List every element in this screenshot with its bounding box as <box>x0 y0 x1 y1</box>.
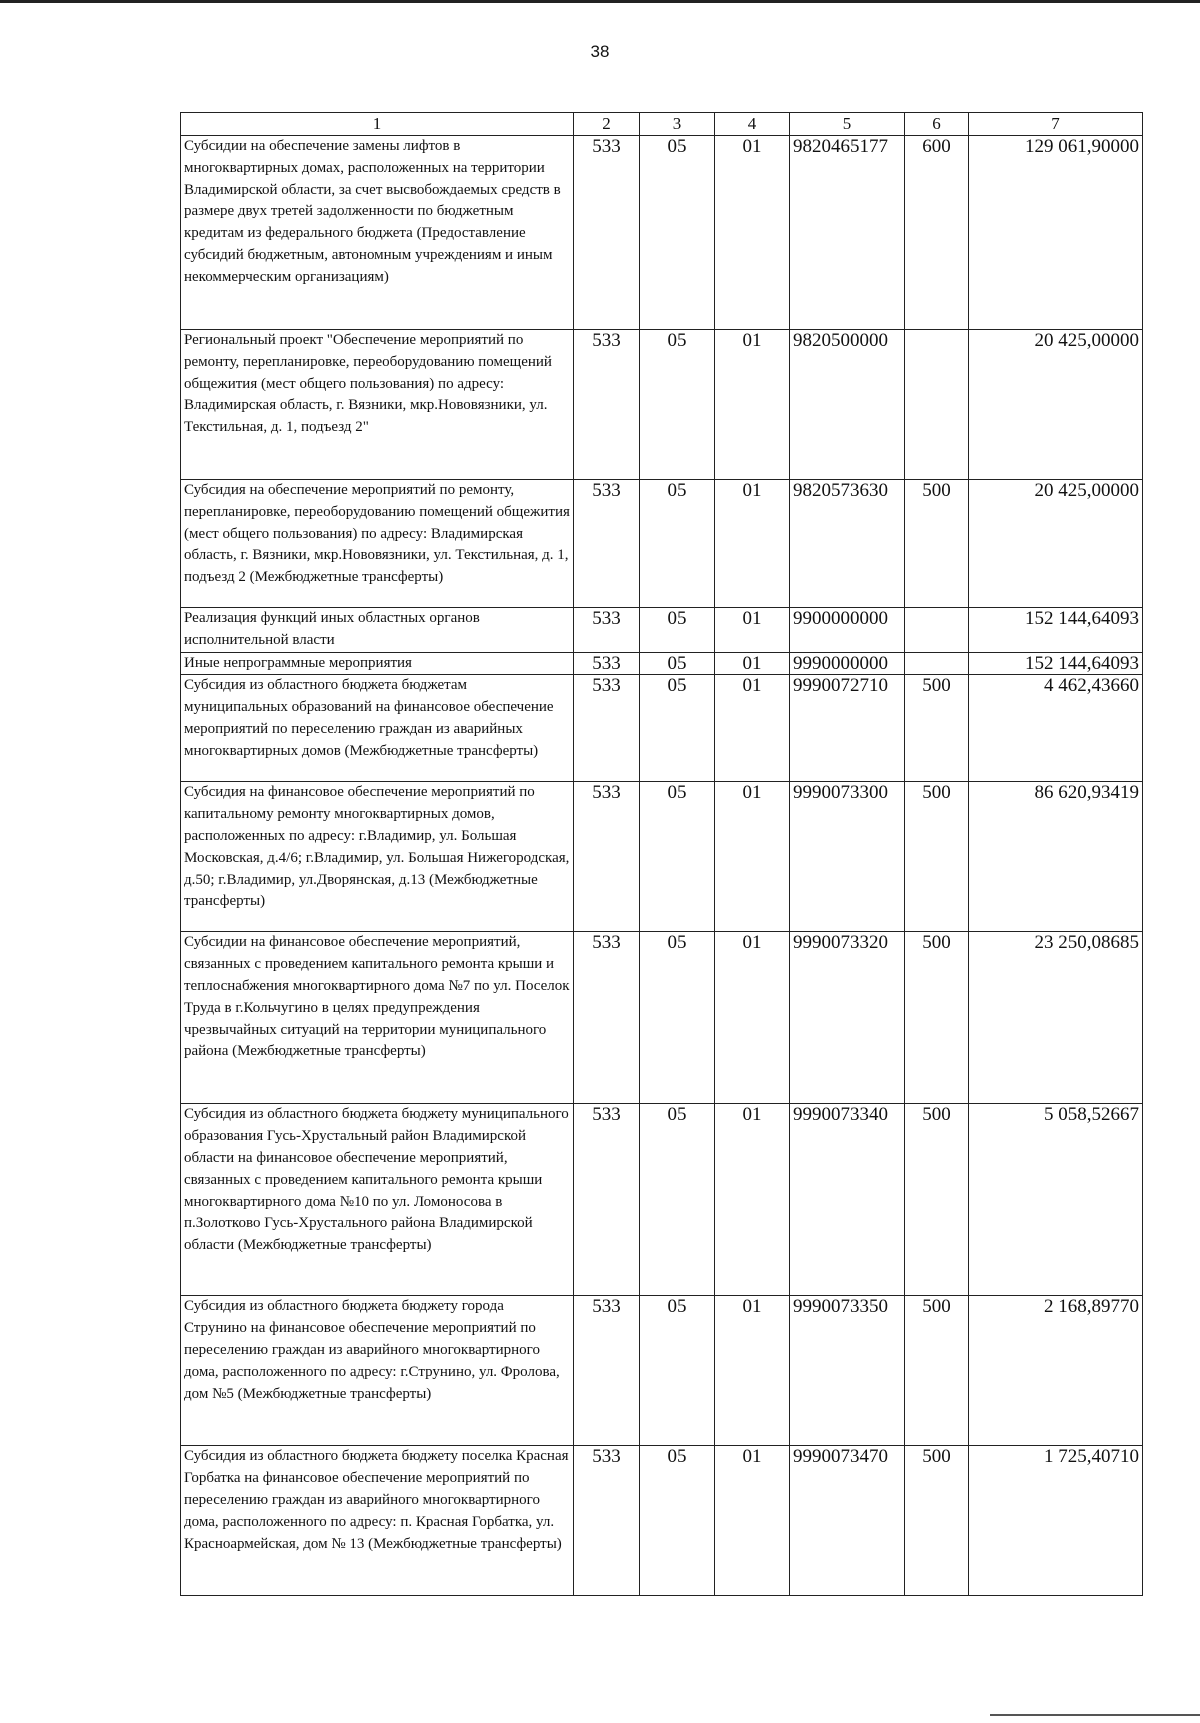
row-code-section: 05 <box>640 608 715 653</box>
row-code-subsection: 01 <box>715 136 790 330</box>
row-amount: 20 425,00000 <box>969 330 1143 480</box>
table-row <box>181 480 1143 608</box>
row-code-ministry: 533 <box>574 932 640 1104</box>
row-code-ministry: 533 <box>574 782 640 932</box>
row-code-target: 9900000000 <box>790 608 905 653</box>
row-code-section: 05 <box>640 480 715 608</box>
row-code-target: 9990073470 <box>790 1446 905 1596</box>
table-row <box>181 652 1143 675</box>
row-code-expense-type: 500 <box>905 480 969 608</box>
row-amount: 5 058,52667 <box>969 1104 1143 1296</box>
row-name: Субсидии на финансовое обеспечение мероприятий, связанных с проведением капитального ремонта крыши и теплоснабжения многоквартирного дома №7 по ул. Поселок Труда в г.Кольчугино в целях предупреждения чрезвычайных ситуаций на территории муниципального района (Межбюджетные трансферты) <box>181 932 574 1104</box>
row-amount: 129 061,90000 <box>969 136 1143 330</box>
row-code-subsection: 01 <box>715 1296 790 1446</box>
table-row <box>181 1104 1143 1296</box>
header-cell: 5 <box>790 113 905 136</box>
row-code-expense-type: 500 <box>905 1296 969 1446</box>
row-code-ministry: 533 <box>574 675 640 782</box>
row-code-section: 05 <box>640 1446 715 1596</box>
row-code-expense-type <box>905 652 969 675</box>
table-header-row <box>181 113 1143 136</box>
row-name: Региональный проект "Обеспечение мероприятий по ремонту, перепланировке, переоборудованию помещений общежития (мест общего пользования) по адресу: Владимирская область, г. Вязники, мкр.Нововязники, ул. Текстильная, д. 1, подъезд 2" <box>181 330 574 480</box>
row-code-target: 9990000000 <box>790 652 905 675</box>
row-code-section: 05 <box>640 652 715 675</box>
row-code-ministry: 533 <box>574 1296 640 1446</box>
row-code-target: 9990072710 <box>790 675 905 782</box>
row-code-ministry: 533 <box>574 1104 640 1296</box>
row-code-subsection: 01 <box>715 675 790 782</box>
row-code-subsection: 01 <box>715 608 790 653</box>
row-name: Субсидия из областного бюджета бюджету муниципального образования Гусь-Хрустальный район Владимирской области на финансовое обеспечение мероприятий, связанных с проведением капитального ремонта крыши многоквартирного дома №10 по ул. Ломоносова в п.Золотково Гусь-Хрустального района Владимирской области (Межбюджетные трансферты) <box>181 1104 574 1296</box>
row-code-subsection: 01 <box>715 932 790 1104</box>
row-code-expense-type <box>905 608 969 653</box>
footer-rule <box>990 1714 1200 1716</box>
row-amount: 4 462,43660 <box>969 675 1143 782</box>
row-name: Реализация функций иных областных органов исполнительной власти <box>181 608 574 653</box>
row-code-subsection: 01 <box>715 1104 790 1296</box>
row-name: Субсидия из областного бюджета бюджетам муниципальных образований на финансовое обеспечение мероприятий по переселению граждан из аварийных многоквартирных домов (Межбюджетные трансферты) <box>181 675 574 782</box>
row-amount: 152 144,64093 <box>969 652 1143 675</box>
row-code-section: 05 <box>640 1296 715 1446</box>
row-amount: 152 144,64093 <box>969 608 1143 653</box>
row-code-ministry: 533 <box>574 136 640 330</box>
row-code-expense-type <box>905 330 969 480</box>
row-code-ministry: 533 <box>574 480 640 608</box>
row-code-ministry: 533 <box>574 608 640 653</box>
header-cell: 1 <box>181 113 574 136</box>
row-code-subsection: 01 <box>715 782 790 932</box>
row-code-section: 05 <box>640 675 715 782</box>
row-code-expense-type: 500 <box>905 1446 969 1596</box>
row-code-subsection: 01 <box>715 480 790 608</box>
row-code-section: 05 <box>640 782 715 932</box>
row-code-target: 9990073340 <box>790 1104 905 1296</box>
row-code-expense-type: 500 <box>905 1104 969 1296</box>
row-code-target: 9990073300 <box>790 782 905 932</box>
row-code-target: 9820465177 <box>790 136 905 330</box>
row-name: Субсидия из областного бюджета бюджету города Струнино на финансовое обеспечение мероприятий по переселению граждан из аварийного многоквартирного дома, расположенного по адресу: г.Струнино, ул. Фролова, дом №5 (Межбюджетные трансферты) <box>181 1296 574 1446</box>
row-code-ministry: 533 <box>574 1446 640 1596</box>
page-number: 38 <box>590 42 610 61</box>
row-amount: 20 425,00000 <box>969 480 1143 608</box>
page-top-edge <box>0 0 1200 3</box>
table-row <box>181 782 1143 932</box>
row-name: Субсидия на финансовое обеспечение мероприятий по капитальному ремонту многоквартирных домов, расположенных по адресу: г.Владимир, ул. Большая Московская, д.4/6; г.Владимир, ул. Большая Нижегородская, д.50; г.Владимир, ул.Дворянская, д.13 (Межбюджетные трансферты) <box>181 782 574 932</box>
row-code-expense-type: 500 <box>905 782 969 932</box>
row-code-target: 9820500000 <box>790 330 905 480</box>
row-name: Субсидии на обеспечение замены лифтов в многоквартирных домах, расположенных на территории Владимирской области, за счет высвобождаемых средств в размере двух третей задолженности по бюджетным кредитам из федерального бюджета (Предоставление субсидий бюджетным, автономным учреждениям и иным некоммерческим организациям) <box>181 136 574 330</box>
row-code-ministry: 533 <box>574 652 640 675</box>
table-row <box>181 675 1143 782</box>
row-code-section: 05 <box>640 136 715 330</box>
header-cell: 4 <box>715 113 790 136</box>
row-code-ministry: 533 <box>574 330 640 480</box>
table-row <box>181 1446 1143 1596</box>
row-name: Субсидия из областного бюджета бюджету поселка Красная Горбатка на финансовое обеспечение мероприятий по переселению граждан из аварийного многоквартирного дома, расположенного по адресу: п. Красная Горбатка, ул. Красноармейская, дом № 13 (Межбюджетные трансферты) <box>181 1446 574 1596</box>
row-amount: 86 620,93419 <box>969 782 1143 932</box>
row-code-section: 05 <box>640 330 715 480</box>
row-amount: 2 168,89770 <box>969 1296 1143 1446</box>
row-code-target: 9820573630 <box>790 480 905 608</box>
row-code-subsection: 01 <box>715 330 790 480</box>
table-row <box>181 932 1143 1104</box>
row-code-section: 05 <box>640 932 715 1104</box>
table-row <box>181 1296 1143 1446</box>
table-row <box>181 608 1143 653</box>
table-row <box>181 136 1143 330</box>
row-amount: 1 725,40710 <box>969 1446 1143 1596</box>
row-code-target: 9990073320 <box>790 932 905 1104</box>
row-code-expense-type: 500 <box>905 932 969 1104</box>
header-cell: 7 <box>969 113 1143 136</box>
row-amount: 23 250,08685 <box>969 932 1143 1104</box>
row-name: Иные непрограммные мероприятия <box>181 652 574 675</box>
row-name: Субсидия на обеспечение мероприятий по ремонту, перепланировке, переоборудованию помещений общежития (мест общего пользования) по адресу: Владимирская область, г. Вязники, мкр.Нововязники, ул. Текстильная, д. 1, подъезд 2 (Межбюджетные трансферты) <box>181 480 574 608</box>
header-cell: 3 <box>640 113 715 136</box>
row-code-subsection: 01 <box>715 652 790 675</box>
row-code-expense-type: 600 <box>905 136 969 330</box>
budget-table <box>180 112 1143 1596</box>
row-code-section: 05 <box>640 1104 715 1296</box>
row-code-subsection: 01 <box>715 1446 790 1596</box>
table-row <box>181 330 1143 480</box>
row-code-target: 9990073350 <box>790 1296 905 1446</box>
header-cell: 6 <box>905 113 969 136</box>
header-cell: 2 <box>574 113 640 136</box>
row-code-expense-type: 500 <box>905 675 969 782</box>
